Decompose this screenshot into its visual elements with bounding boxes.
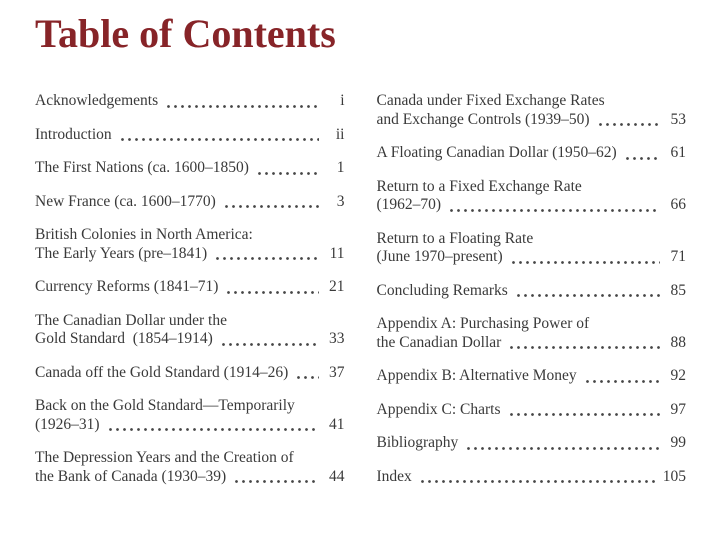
toc-entry	[377, 367, 687, 386]
toc-entry-title: New France (ca. 1600–1770)	[35, 192, 216, 210]
toc-entry-row	[35, 126, 345, 145]
dot-leader	[225, 205, 319, 208]
toc-entry-title: the Bank of Canada (1930–39)	[35, 467, 227, 485]
toc-entry	[35, 159, 345, 178]
page-number: 37	[329, 363, 345, 381]
toc-entry-row	[35, 245, 345, 264]
toc-entry-title: Canada off the Gold Standard (1914–26)	[35, 363, 289, 381]
toc-entry-title: and Exchange Controls (1939–50)	[376, 110, 590, 128]
toc-entry-title: Index	[376, 467, 412, 485]
toc-entry-row	[377, 248, 687, 267]
dot-leader	[626, 157, 660, 160]
toc-entry-title: (June 1970–present)	[376, 248, 503, 265]
toc-entry-title: Appendix C: Charts	[376, 400, 501, 418]
page-number: 3	[336, 192, 345, 210]
dot-leader	[167, 105, 318, 108]
dot-leader	[421, 480, 657, 483]
page-number: 11	[329, 244, 345, 262]
toc-entry-title: A Floating Canadian Dollar (1950–62)	[376, 144, 617, 161]
toc-entry-title: (1962–70)	[376, 196, 442, 213]
toc-entry-row	[377, 401, 687, 420]
toc-entry-row	[377, 334, 687, 353]
toc-entry-title: Concluding Remarks	[376, 281, 508, 299]
dot-leader	[227, 291, 318, 294]
page-number: 92	[670, 367, 686, 384]
page-number: 41	[329, 415, 345, 433]
toc-entry	[377, 92, 687, 129]
dot-leader	[510, 413, 661, 416]
toc-entry	[377, 230, 687, 267]
page-number: 44	[329, 467, 345, 485]
dot-leader	[216, 257, 318, 260]
page-number: 33	[329, 330, 345, 347]
toc-entry-row	[377, 434, 687, 453]
toc-entry	[35, 193, 345, 212]
toc-entry-line: Back on the Gold Standard—Temporarily	[35, 397, 295, 414]
dot-leader	[467, 447, 660, 450]
toc-entry-row	[377, 367, 687, 386]
toc-entry	[35, 449, 345, 486]
toc-entry-row	[377, 144, 687, 163]
toc-entry-title: Gold Standard (1854–1914)	[35, 330, 213, 347]
dot-leader	[517, 294, 660, 297]
toc-entry	[377, 434, 687, 453]
toc-entry-title: the Canadian Dollar	[376, 333, 502, 351]
toc-entry-row	[35, 468, 345, 487]
toc-entry-line: Return to a Floating Rate	[376, 229, 534, 247]
page-number: 1	[336, 159, 345, 176]
toc-entry-row	[35, 193, 345, 212]
toc-column-right	[377, 92, 687, 486]
toc-entry	[377, 178, 687, 215]
page-number: 105	[662, 467, 686, 485]
toc-entry	[35, 92, 345, 111]
page-title: Table of Contents	[35, 11, 336, 56]
toc-entry-line: Canada under Fixed Exchange Rates	[376, 92, 605, 109]
dot-leader	[235, 480, 318, 483]
page-number: 66	[670, 196, 686, 213]
toc-entry-row	[35, 92, 345, 111]
page-number: 97	[670, 400, 686, 418]
toc-entry-row	[35, 278, 345, 297]
dot-leader	[510, 346, 660, 349]
page-number: 99	[670, 434, 686, 451]
toc-entry-title: The Early Years (pre–1841)	[35, 244, 208, 262]
toc-entry-title: The First Nations (ca. 1600–1850)	[35, 159, 249, 176]
dot-leader	[450, 209, 660, 212]
toc-entry-row	[35, 330, 345, 349]
page-number: 85	[670, 281, 686, 299]
toc-entry	[377, 401, 687, 420]
dot-leader	[222, 343, 319, 346]
toc-entry	[35, 226, 345, 263]
toc-entry	[35, 126, 345, 145]
page-number: 71	[670, 248, 686, 265]
toc-entry-row	[35, 364, 345, 383]
toc-entry-title: Bibliography	[376, 434, 459, 451]
toc-entry-line: Return to a Fixed Exchange Rate	[376, 177, 582, 195]
toc-entry-row	[377, 111, 687, 130]
dot-leader	[258, 172, 319, 175]
page-number: ii	[335, 125, 345, 143]
toc-entry	[35, 312, 345, 349]
toc-entry	[35, 278, 345, 297]
toc-entry-title: Appendix B: Alternative Money	[376, 367, 577, 384]
toc-entry-row	[377, 196, 687, 215]
toc-entry-line: The Depression Years and the Creation of	[35, 449, 294, 466]
toc-entry	[377, 144, 687, 163]
dot-leader	[297, 376, 318, 379]
toc-entry-title: Introduction	[35, 125, 112, 143]
page-number: 61	[670, 144, 686, 161]
toc-entry-line: Appendix A: Purchasing Power of	[376, 315, 590, 332]
toc-entry-line: British Colonies in North America:	[35, 226, 253, 243]
page-number: i	[340, 92, 345, 109]
toc-entry	[377, 468, 687, 487]
dot-leader	[121, 138, 319, 141]
toc-entry	[35, 364, 345, 383]
toc-entry-row	[35, 416, 345, 435]
toc-entry-title: (1926–31)	[35, 415, 100, 433]
toc-entry	[377, 315, 687, 352]
page-number: 53	[670, 110, 686, 128]
toc-entry-line: The Canadian Dollar under the	[35, 311, 227, 329]
dot-leader	[586, 380, 660, 383]
toc-entry	[35, 397, 345, 434]
page-number: 88	[670, 333, 686, 351]
page-number: 21	[329, 278, 345, 295]
dot-leader	[599, 123, 660, 126]
toc-entry-title: Acknowledgements	[35, 92, 159, 109]
toc-entry-row	[35, 159, 345, 178]
dot-leader	[512, 261, 660, 264]
toc-entry-title: Currency Reforms (1841–71)	[35, 278, 219, 295]
toc-columns	[35, 92, 686, 486]
toc-entry	[377, 282, 687, 301]
toc-column-left	[35, 92, 345, 486]
toc-entry-row	[377, 282, 687, 301]
toc-entry-row	[377, 468, 687, 487]
dot-leader	[109, 428, 319, 431]
